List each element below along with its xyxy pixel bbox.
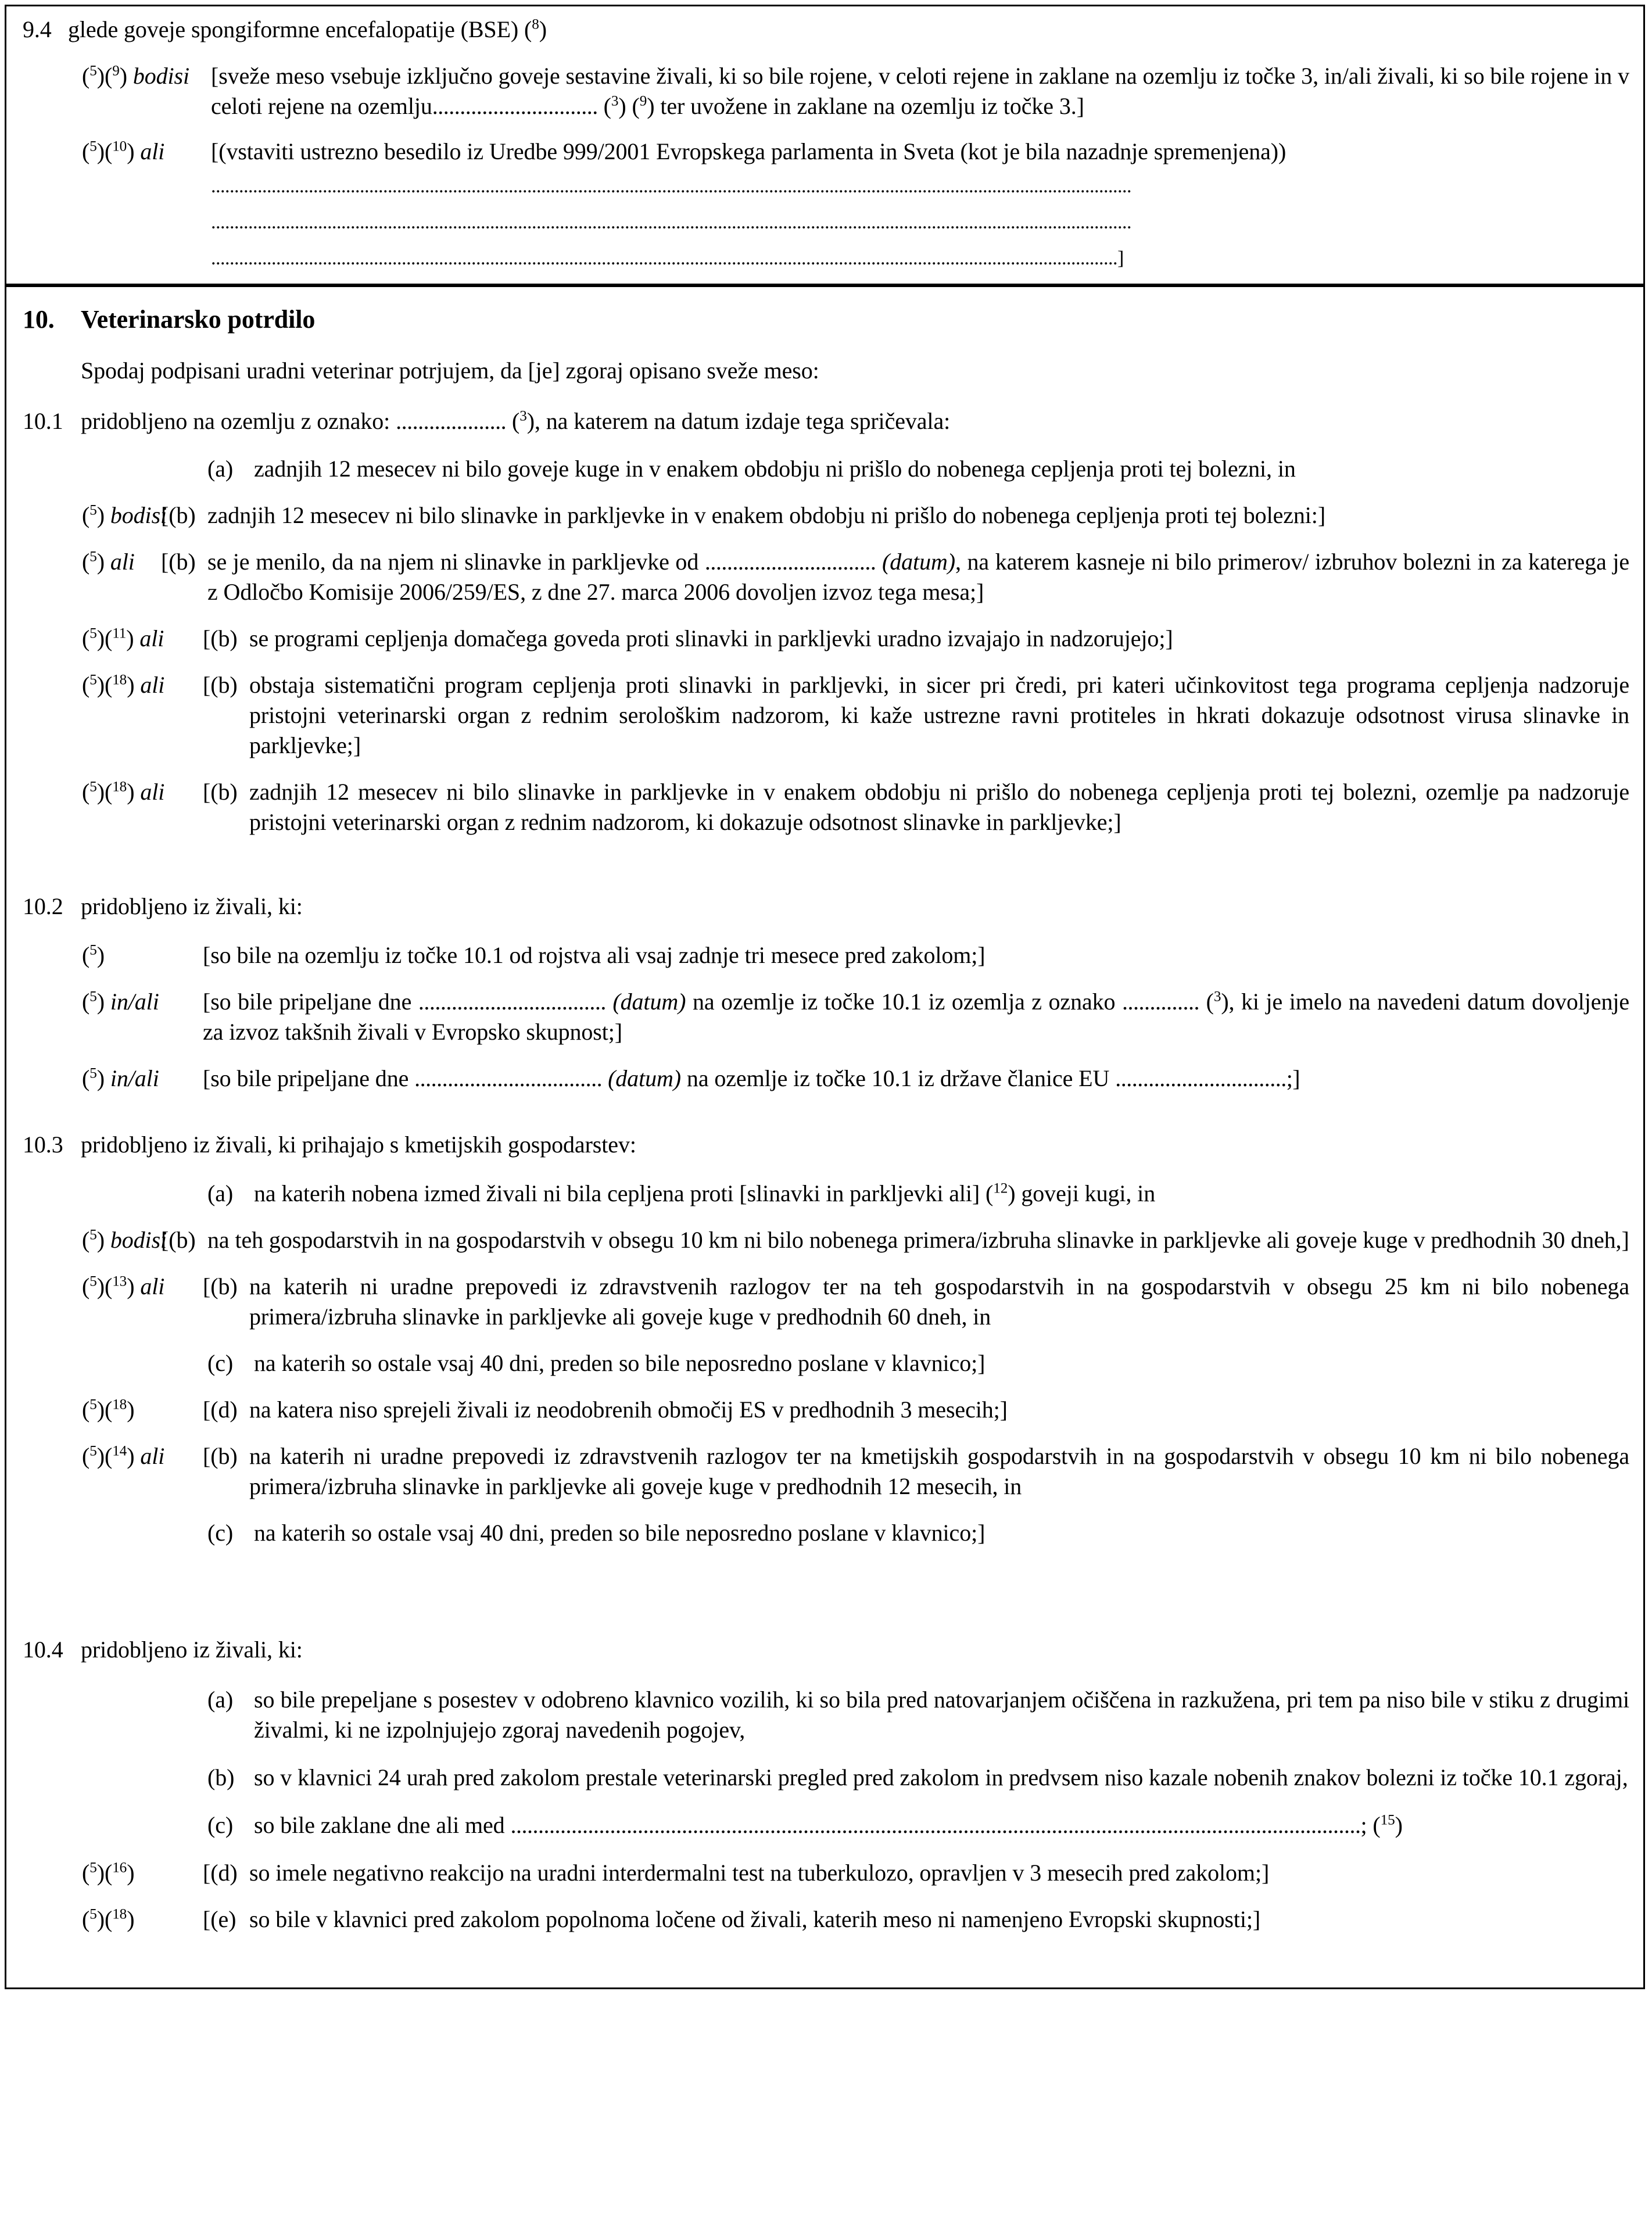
item-text: na katera niso sprejeli živali iz neodobrenih območij ES v predhodnih 3 mesecih;] <box>249 1396 1008 1423</box>
section-10-3 <box>23 1130 1629 1548</box>
item-text-2: ; ( <box>1360 1812 1381 1838</box>
item-text: na katerih ni uradne prepovedi iz zdravstvenih razlogov ter na kmetijskih gospodarstvih in na gospodarstvih v obsegu 10 km ni bilo nobenega primera/izbruha slinavke in parkljevke ali goveje kuge v predhodnih 12 mesecih, in <box>249 1443 1629 1499</box>
item-label: (a) <box>207 456 234 482</box>
footnote-ref-5: 5 <box>89 549 97 565</box>
item-text: so bile prepeljane s posestev v odobreno klavnico vozilih, ki so bila pred natovarjanjem očiščena in razkužena, pri tem pa niso bile v stiku z drugimi živalmi, ki ne izpolnjujejo zgoraj navedenih pogojev, <box>254 1686 1629 1743</box>
item-text: [sveže meso vsebuje izključno goveje sestavine živali, ki so bile rojene, v celoti rejene in zaklane na ozemlju iz točke 3, in/ali živali, ki so bile rojene in v celoti rejene na ozemlju.............................. ($^3$) ($^9$) ter uvožene in zaklane na ozemlju iz točke 3.] <box>211 63 1629 119</box>
footnote-ref-5: 5 <box>89 672 97 688</box>
item-connector: ali <box>139 625 164 651</box>
item-text-3: ) <box>1395 1812 1403 1838</box>
item-text: zadnjih 12 mesecev ni bilo slinavke in parkljevke in v enakem obdobju ni prišlo do nobenega cepljenja proti tej bolezni, ozemlje pa nadzoruje pristojni veterinarski organ z rednim nadzorom, ki dokazuje odsotnost slinavke in parkljevke;] <box>249 779 1629 835</box>
item-text: na katerih so ostale vsaj 40 dni, preden so bile neposredno poslane v klavnico;] <box>254 1520 986 1546</box>
footnote-ref-5: 5 <box>89 1906 97 1922</box>
section-10-1-lead-row <box>23 406 1629 436</box>
item-connector: bodisi <box>132 63 190 89</box>
item-text: na katerih ni uradne prepovedi iz zdravstvenih razlogov ter na teh gospodarstvih in na gospodarstvih v obsegu 25 km ni bilo nobenega primera/izbruha slinavke in parkljevke ali goveje kuge v predhodnih 60 dneh, in <box>249 1273 1629 1330</box>
item-marker: ($^5$)($^{18}$) ali <box>82 672 165 698</box>
section-9-4 <box>23 15 1629 272</box>
item-label: [(b) <box>161 502 196 528</box>
item-marker: ($^5$)($^{18}$) <box>82 1906 135 1932</box>
section-10-1 <box>23 406 1629 837</box>
item-label: (a) <box>207 1686 234 1713</box>
lead-text-a: pridobljeno na ozemlju z oznako: <box>81 408 390 434</box>
footnote-ref-16: 16 <box>112 1860 127 1876</box>
footnote-ref-5: 5 <box>89 942 97 958</box>
item-text <box>254 1810 1629 1840</box>
item-connector: ali <box>140 1273 165 1299</box>
section-9-4-number: 9.4 <box>23 16 52 42</box>
fill-in-dotline-1[interactable]: ...................................................................................................................................................................................................... <box>211 176 1131 197</box>
section-10-4-item-c <box>23 1810 1629 1840</box>
section-9-4-title-row <box>23 15 1629 45</box>
section-10-2 <box>23 891 1629 1094</box>
item-label: [(b) <box>203 1443 238 1469</box>
item-marker: ($^5$)($^{16}$) <box>82 1860 135 1886</box>
fill-in-dots[interactable]: .............................. <box>432 93 598 119</box>
item-line1: [sveže meso vsebuje izključno goveje sestavine živali, ki so bile rojene, v celoti rejene in zaklane na ozemlju iz točke 3, in/ali <box>211 63 1372 89</box>
item-text: na katerih so ostale vsaj 40 dni, preden so bile neposredno poslane v klavnico;] <box>254 1350 986 1376</box>
item-connector: in/ali <box>110 989 159 1015</box>
item-connector: bodisi <box>110 1227 167 1253</box>
section-10-intro-row <box>23 356 1629 386</box>
section-10-3-item-b-ali-13 <box>23 1272 1629 1332</box>
item-marker: ($^5$) bodisi <box>82 502 167 528</box>
item-line2b: ter uvožene in zaklane na ozemlju iz točke 3.] <box>660 93 1084 119</box>
item-text-1: [so bile pripeljane dne <box>203 989 412 1015</box>
section-10-number: 10. <box>23 305 55 334</box>
section-10-1-item-b-ali-1 <box>23 547 1629 607</box>
item-marker: ($^5$) ali <box>82 549 135 575</box>
section-10-2-item-1 <box>23 940 1629 970</box>
fill-in-dots-2[interactable]: ...............................;] <box>1115 1065 1300 1091</box>
footnote-ref-5: 5 <box>89 138 97 155</box>
section-10-heading-row <box>23 303 1629 336</box>
item-line1: [(vstaviti ustrezno besedilo iz Uredbe 999/2001 Evropskega parlamenta in Sveta (kot je bila nazadnje spremenjena)) <box>211 138 1287 164</box>
fill-in-dots-1[interactable]: .................................. <box>418 989 606 1015</box>
item-label: [(d) <box>203 1860 238 1886</box>
fill-in-dots[interactable]: ............................... <box>704 549 876 575</box>
item-marker: ($^5$)($^{13}$) ali <box>82 1273 165 1299</box>
item-text-2: , na katerem kasneje ni bilo primerov/ izbruhov bolezni in za katerega je z Odločbo Komisije 2006/259/ES, z dne 27. marca 2006 dovoljen izvoz tega mesa;] <box>207 549 1630 605</box>
footnote-ref-18: 18 <box>112 672 127 688</box>
section-10-1-item-b-ali-4 <box>23 777 1629 837</box>
item-label: (c) <box>207 1520 234 1546</box>
footnote-ref-5: 5 <box>89 1396 97 1413</box>
item-italic-datum: (datum) <box>882 549 955 575</box>
section-10-3-item-c-1 <box>23 1348 1629 1378</box>
item-text <box>207 547 1629 607</box>
section-10-heading: Veterinarsko potrdilo <box>81 305 316 334</box>
item-label: [(b) <box>203 1273 238 1299</box>
section-10-4-item-b <box>23 1763 1629 1793</box>
footnote-ref-18: 18 <box>112 1396 127 1413</box>
item-connector: ali <box>140 1443 165 1469</box>
item-italic-datum: (datum) <box>608 1065 682 1091</box>
item-label: (a) <box>207 1180 234 1206</box>
footnote-ref-15: 15 <box>1380 1812 1395 1828</box>
fill-in-dotline-3[interactable]: ...................................................................................................................................................................................................] <box>211 248 1124 270</box>
item-text-1: se je menilo, da na njem ni slinavke in parkljevke od <box>207 549 699 575</box>
section-10-4-number: 10.4 <box>23 1636 63 1663</box>
item-label: [(e) <box>203 1906 236 1932</box>
item-marker: ($^5$)($^{10}$) ali <box>82 138 165 164</box>
section-10-2-item-2 <box>23 987 1629 1047</box>
item-label: [(b) <box>203 672 238 698</box>
fill-in-dots-1[interactable]: .................................. <box>414 1065 603 1091</box>
footnote-ref-3: 3 <box>611 93 619 109</box>
item-connector: ali <box>140 672 165 698</box>
section-10 <box>23 303 1629 386</box>
section-10-1-item-b-ali-2 <box>23 624 1629 654</box>
section-10-3-item-c-2 <box>23 1518 1629 1548</box>
section-10-2-item-3 <box>23 1063 1629 1094</box>
footnote-ref-8: 8 <box>532 16 539 33</box>
item-marker: ($^5$) in/ali <box>82 989 159 1015</box>
item-text <box>203 1063 1629 1094</box>
fill-in-dots-2[interactable]: .............. <box>1122 989 1200 1015</box>
section-10-2-lead: pridobljeno iz živali, ki: <box>81 893 303 919</box>
item-text: so bile v klavnici pred zakolom popolnoma ločene od živali, katerih meso ni namenjeno Evropski skupnosti;] <box>249 1906 1261 1932</box>
section-10-4-item-d <box>23 1858 1629 1888</box>
item-marker: ($^5$)($^{18}$) ali <box>82 779 165 805</box>
footnote-ref-3: 3 <box>1213 989 1221 1005</box>
footnote-ref-11: 11 <box>112 625 127 642</box>
footnote-ref-5: 5 <box>89 779 97 795</box>
item-line2a: živali, ki so bile rojene in v celoti rejene na ozemlju <box>211 63 1629 119</box>
section-10-1-number: 10.1 <box>23 408 63 434</box>
section-10-1-item-b-ali-3 <box>23 670 1629 761</box>
footnote-ref-5: 5 <box>89 625 97 642</box>
item-text: [so bile na ozemlju iz točke 10.1 od rojstva ali vsaj zadnje tri mesece pred zakolom;] <box>203 942 986 968</box>
item-label: [(d) <box>203 1396 238 1423</box>
footnote-ref-5: 5 <box>89 989 97 1005</box>
section-10-3-item-a <box>23 1179 1629 1209</box>
footnote-ref-5: 5 <box>89 502 97 518</box>
item-text-1: [so bile pripeljane dne <box>203 1065 409 1091</box>
item-connector: bodisi <box>110 502 167 528</box>
item-connector: ali <box>140 138 165 164</box>
fill-in-dots[interactable]: .......................................................................................................................................................... <box>510 1812 1361 1838</box>
item-text-2: na ozemlje iz točke 10.1 iz ozemlja z oznako <box>692 989 1116 1015</box>
section-10-3-lead: pridobljeno iz živali, ki prihajajo s kmetijskih gospodarstev: <box>81 1131 636 1158</box>
item-marker: ($^5$) bodisi <box>82 1227 167 1253</box>
item-label: (c) <box>207 1812 234 1838</box>
section-9-4-item-bodisi <box>23 61 1629 121</box>
section-10-4-item-a <box>23 1685 1629 1745</box>
section-10-4-item-e <box>23 1904 1629 1935</box>
item-marker: ($^5$)($^{14}$) ali <box>82 1443 165 1469</box>
section-10-3-item-b-ali-14 <box>23 1441 1629 1502</box>
footnote-ref-3: 3 <box>519 408 527 424</box>
footnote-ref-5: 5 <box>89 63 97 79</box>
footnote-ref-13: 13 <box>112 1273 127 1290</box>
item-text: se programi cepljenja domačega goveda proti slinavki in parkljevki uradno izvajajo in nadzorujejo;] <box>249 625 1173 651</box>
item-text-2: ) goveji kugi, in <box>1008 1180 1156 1206</box>
item-text-3: , ki je imelo na navedeni datum dovoljenje za izvoz takšnih živali v Evropsko skupnost;] <box>203 989 1630 1045</box>
item-text-1: so bile zaklane dne ali med <box>254 1812 505 1838</box>
item-text <box>254 1179 1629 1209</box>
item-text: zadnjih 12 mesecev ni bilo goveje kuge in v enakem obdobju ni prišlo do nobenega cepljenja proti tej bolezni, in <box>254 456 1296 482</box>
section-10-1-item-a <box>23 454 1629 484</box>
footnote-ref-5: 5 <box>89 1227 97 1243</box>
section-10-4-lead: pridobljeno iz živali, ki: <box>81 1636 303 1663</box>
item-text-1: na katerih nobena izmed živali ni bila cepljena proti [slinavki in parkljevki ali] ( <box>254 1180 994 1206</box>
fill-in-dots[interactable]: .................... <box>396 408 507 434</box>
section-9-4-item-ali <box>23 137 1629 272</box>
item-connector: ali <box>140 779 165 805</box>
section-9-4-title-post: ) <box>539 16 547 42</box>
section-divider <box>6 284 1643 287</box>
item-label: [(b) <box>161 549 196 575</box>
section-10-intro: Spodaj podpisani uradni veterinar potrjujem, da [je] zgoraj opisano sveže meso: <box>81 357 819 384</box>
section-10-2-lead-row <box>23 891 1629 922</box>
section-10-3-number: 10.3 <box>23 1131 63 1158</box>
footnote-ref-9b: 9 <box>639 93 647 109</box>
footnote-ref-18: 18 <box>112 1906 127 1922</box>
item-label: (c) <box>207 1350 234 1376</box>
footnote-ref-5: 5 <box>89 1860 97 1876</box>
item-text: na teh gospodarstvih in na gospodarstvih v obsegu 10 km ni bilo nobenega primera/izbruha slinavke in parkljevke ali goveje kuge v predhodnih 30 dneh,] <box>207 1227 1629 1253</box>
item-connector: ali <box>110 549 135 575</box>
item-label: [(b) <box>203 625 238 651</box>
section-10-1-lead: pridobljeno na ozemlju z oznako: .................... ($^3$), na katerem na datum izdaje tega spričevala: <box>81 408 951 434</box>
item-connector: in/ali <box>110 1065 159 1091</box>
item-text-2: na ozemlje iz točke 10.1 iz države članice EU <box>686 1065 1110 1091</box>
item-text <box>211 137 1629 272</box>
item-label: (b) <box>207 1764 235 1790</box>
footnote-ref-14: 14 <box>112 1443 127 1459</box>
item-marker: ($^5$)($^9$) bodisi <box>82 63 190 89</box>
fill-in-dotline-2[interactable]: ...................................................................................................................................................................................................... <box>211 212 1131 234</box>
lead-text-b: , na katerem na datum izdaje tega spričevala: <box>534 408 951 434</box>
footnote-ref-10: 10 <box>112 138 127 155</box>
certificate-box-inner <box>6 6 1643 1987</box>
section-10-4-lead-row <box>23 1635 1629 1665</box>
item-text: so v klavnici 24 urah pred zakolom prestale veterinarski pregled pred zakolom in predvsem niso kazale nobenih znakov bolezni iz točke 10.1 zgoraj, <box>254 1764 1628 1790</box>
footnote-ref-12: 12 <box>993 1180 1008 1197</box>
footnote-ref-9: 9 <box>112 63 120 79</box>
item-text: [so bile pripeljane dne .................................. (datum) na ozemlje iz točke 10.1 iz ozemlja z oznako .............. ($^3$), ki je imelo na navedeni datum dovoljenje za izvoz takšnih živali v Evropsko skupnost;] <box>203 989 1630 1045</box>
section-10-1-item-b-bodisi <box>23 500 1629 531</box>
item-text: zadnjih 12 mesecev ni bilo slinavke in parkljevke in v enakem obdobju ni prišlo do nobenega cepljenja proti tej bolezni:] <box>207 502 1326 528</box>
footnote-ref-5: 5 <box>89 1273 97 1290</box>
footnote-ref-18: 18 <box>112 779 127 795</box>
item-italic-datum: (datum) <box>612 989 686 1015</box>
item-marker: ($^5$)($^{18}$) <box>82 1396 135 1423</box>
section-10-3-lead-row <box>23 1130 1629 1160</box>
item-label: [(b) <box>203 779 238 805</box>
section-10-3-item-d <box>23 1395 1629 1425</box>
footnote-ref-5: 5 <box>89 1065 97 1081</box>
item-marker: ($^5$)($^{11}$) ali <box>82 625 164 651</box>
section-10-4 <box>23 1635 1629 1935</box>
section-10-2-number: 10.2 <box>23 893 63 919</box>
section-10-3-item-b-bodisi <box>23 1225 1629 1255</box>
section-9-4-title <box>68 15 1629 45</box>
item-marker: ($^5$) <box>82 942 105 968</box>
item-label: [(b) <box>161 1227 196 1253</box>
footnote-ref-5: 5 <box>89 1443 97 1459</box>
item-marker: ($^5$) in/ali <box>82 1065 159 1091</box>
item-text: so imele negativno reakcijo na uradni interdermalni test na tuberkulozo, opravljen v 3 mesecih pred zakolom;] <box>249 1860 1270 1886</box>
certificate-box <box>5 5 1645 1989</box>
section-9-4-title-pre: glede goveje spongiformne encefalopatije (BSE) ( <box>68 16 532 42</box>
item-text: obstaja sistematični program cepljenja proti slinavki in parkljevki, in sicer pri čredi, pri kateri učinkovitost tega programa cepljenja nadzoruje pristojni veterinarski organ z rednim serološkim nadzorom, ki kaže ustrezne ravni protiteles in hkrati dokazuje odsotnost virusa slinavke in parkljevke;] <box>249 672 1629 758</box>
